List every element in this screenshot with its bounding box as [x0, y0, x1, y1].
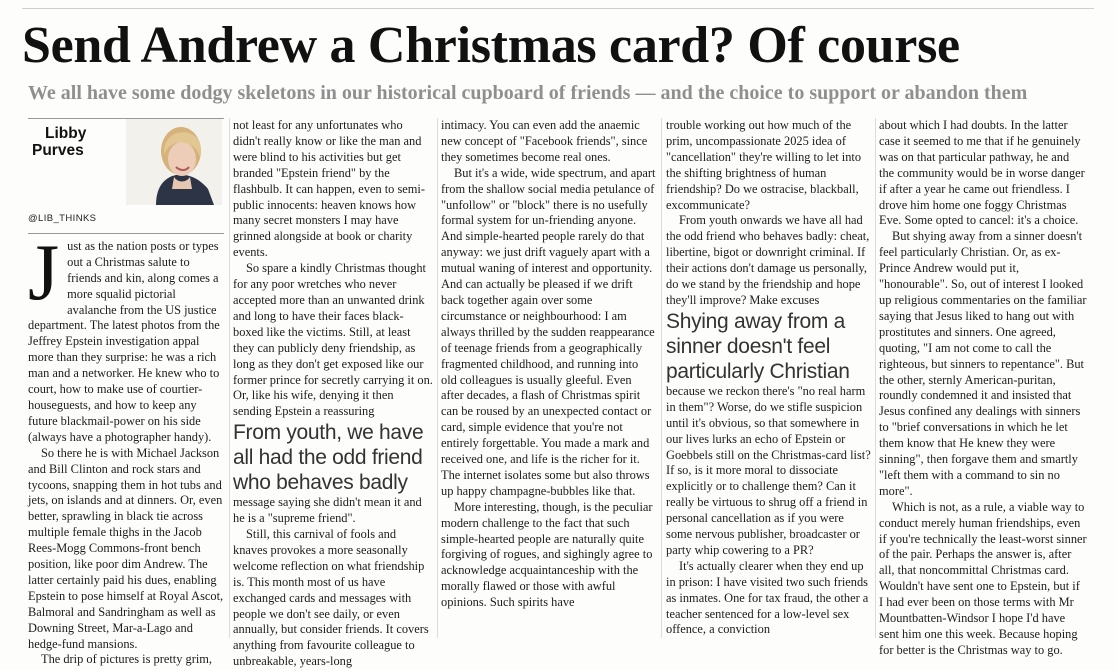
body-paragraph: Which is not, as a rule, a viable way to conduct merely human friendships, even if you're technically the least-worst sinner of the pair. Perhaps the answer is, after all, that noncommittal Christmas card. Wouldn't have sent one to Epstein, but if I had ever been on those terms with Mr Mountbatten-Windsor I hope I'd have sent him one this week. Because hoping for better is the Christmas way to go.	[879, 499, 1087, 657]
drop-cap: J	[28, 228, 60, 317]
byline	[28, 118, 224, 207]
article-column-1	[28, 118, 224, 667]
article-column-5	[879, 118, 1087, 657]
author-handle: @LIB_THINKS	[28, 207, 224, 234]
column-rule	[875, 118, 876, 638]
pull-quote: Shying away from a sinner doesn't feel particularly Christian	[666, 309, 850, 383]
body-paragraph: message saying she didn't mean it and he is a "supreme friend".	[233, 495, 422, 526]
body-paragraph: trouble working out how much of the prim, uncompassionate 2025 idea of "cancellation" they're willing to let into the shifting brightness of human friendship? Do we ostracise, blackball, excommunicate?	[666, 118, 862, 212]
standfirst: We all have some dodgy skeletons in our historical cupboard of friends — and the choice to support or abandon them	[28, 82, 1028, 104]
author-photo	[126, 119, 222, 205]
body-paragraph: So spare a kindly Christmas thought for any poor wretches who never accepted more than an unwanted drink and long to have their faces black-boxed like the victims. Still, at least they can publicly deny friendship, as long as they don't get exposed like our former prince for secretly carrying it on. Or, like his wife, denying it then sending Epstein a reassuring	[233, 261, 433, 419]
article-column-3	[441, 118, 657, 644]
body-paragraph: Still, this carnival of fools and knaves provokes a more seasonally welcome reflection on what friendship is. This month most of us have exchanged cards and messages with people we don't see daily, or even annually, but consider friends. It covers anything from favourite colleague to unbreakable, years-long	[233, 527, 429, 669]
body-text: ust as the nation posts or types out a Christmas salute to friends and kin, along comes a more squalid pictorial avalanche from the US justice department. The latest photos from the Jeffrey Epstein investigation appal more than they surprise: he was a rich man and a networker. He knew who to court, how to make use of courtier-houseguests, and how to keep any future blackmail-power on his side (always have a photographer handy).	[28, 238, 220, 444]
column-rule	[229, 118, 230, 638]
headline: Send Andrew a Christmas card? Of course	[22, 17, 960, 74]
column-rule	[437, 118, 438, 638]
body-paragraph: about which I had doubts. In the latter case it seemed to me that if he genuinely was on that particular pathway, he and the community would be in worse danger if after a year he came out friendless. I drove him home one foggy Christmas Eve. Some opted to cancel: it's a choice.	[879, 118, 1085, 228]
body-paragraph: The drip of pictures is pretty grim,	[41, 652, 213, 667]
body-paragraph: intimacy. You can even add the anaemic new concept of "Facebook friends", since they sometimes become real ones.	[441, 118, 648, 164]
column-rule	[661, 118, 662, 638]
body-paragraph: It's actually clearer when they end up in prison: I have visited two such friends as inmates. One for tax fraud, the other a teacher sentenced for a low-level sex offence, a conviction	[666, 558, 869, 637]
body-paragraph	[28, 228, 224, 446]
author-last-name: Purves	[32, 142, 84, 159]
body-paragraph: So there he is with Michael Jackson and Bill Clinton and rock stars and tycoons, snapping them in hot tubs and jets, on islands and at dinners. Or, even better, sprawling in black tie across multiple female thighs in the Jacob Rees-Mogg Commons-front bench position, like poor dim Andrew. The latter certainly paid his dues, enabling Epstein to pose himself at Royal Ascot, Balmoral and Sandringham as well as Downing Street, Mar-a-Lago and hedge-fund mansions.	[28, 445, 224, 651]
author-name	[32, 125, 112, 159]
body-paragraph: because we reckon there's "no real harm in them"? Worse, do we stifle suspicion until it's obvious, so that somewhere in our lives lurks an echo of Epstein or Goebbels still on the Christmas-card list? If so, is it more moral to dissociate explicitly or to challenge them? Can it really be virtuous to shrug off a friend in personal cancellation as if you were some nervous publisher, broadcaster or party whip cowering to a PR?	[666, 383, 871, 557]
article-column-2	[233, 118, 433, 669]
author-first-name: Libby	[45, 125, 87, 142]
article-column-4	[666, 118, 872, 644]
top-rule	[22, 8, 1094, 9]
body-paragraph: More interesting, though, is the peculiar modern challenge to the fact that such simple-hearted people are naturally quite forgiving of rogues, and sighingly agree to acknowledge acquaintanceship with the morally flawed or those with awful opinions. Such spirits have	[441, 499, 653, 610]
body-paragraph: But shying away from a sinner doesn't feel particularly Christian. Or, as ex-Prince Andrew would put it, "honourable". So, out of interest I looked up religious commentaries on the familiar saying that Jesus liked to hang out with prostitutes and sinners. One agreed, quoting, "I am not come to call the righteous, but sinners to repentance". But the other, sternly American-puritan, roundly condemned it and insisted that Jesus confined any dealings with sinners to "brief conversations in which he let them know that He knew they were sinning", then forgave them and smartly "left them with a command to sin no more".	[879, 229, 1087, 498]
body-paragraph: But it's a wide, wide spectrum, and apart from the shallow social media petulance of "unfollow" or "block" there is no usefully formal system for un-friending anyone. And simple-hearted people rarely do that anyway: we just drift vaguely apart with a mutual waning of interest and opportunity. And can actually be pleased if we drift back together again over some circumstance or neighbourhood: I am always thrilled by the sudden reappearance of teenage friends from a geographically fragmented childhood, and running into old colleagues is usually gleeful. Even after decades, a flash of Christmas spirit can be roused by an unexpected contact or card, simple evidence that you're not entirely forgettable. You made a mark and received one, and life is the richer for it. The internet isolates some but also throws up happy champagne-bubbles like that.	[441, 165, 656, 498]
body-paragraph: not least for any unfortunates who didn't really know or like the man and were blind to his activities but get branded "Epstein friend" by the flashbulb. It can happen, even to semi-public innocents: heaven knows how many secret monsters I may have grinned alongside at book or charity events.	[233, 118, 425, 260]
pull-quote: From youth, we have all had the odd friend who behaves badly	[233, 421, 424, 495]
body-paragraph: From youth onwards we have all had the odd friend who behaves badly: cheat, libertine, bigot or downright criminal. If their actions don't damage us personally, do we stand by the friendship and hope they'll improve? Make excuses	[666, 213, 870, 307]
